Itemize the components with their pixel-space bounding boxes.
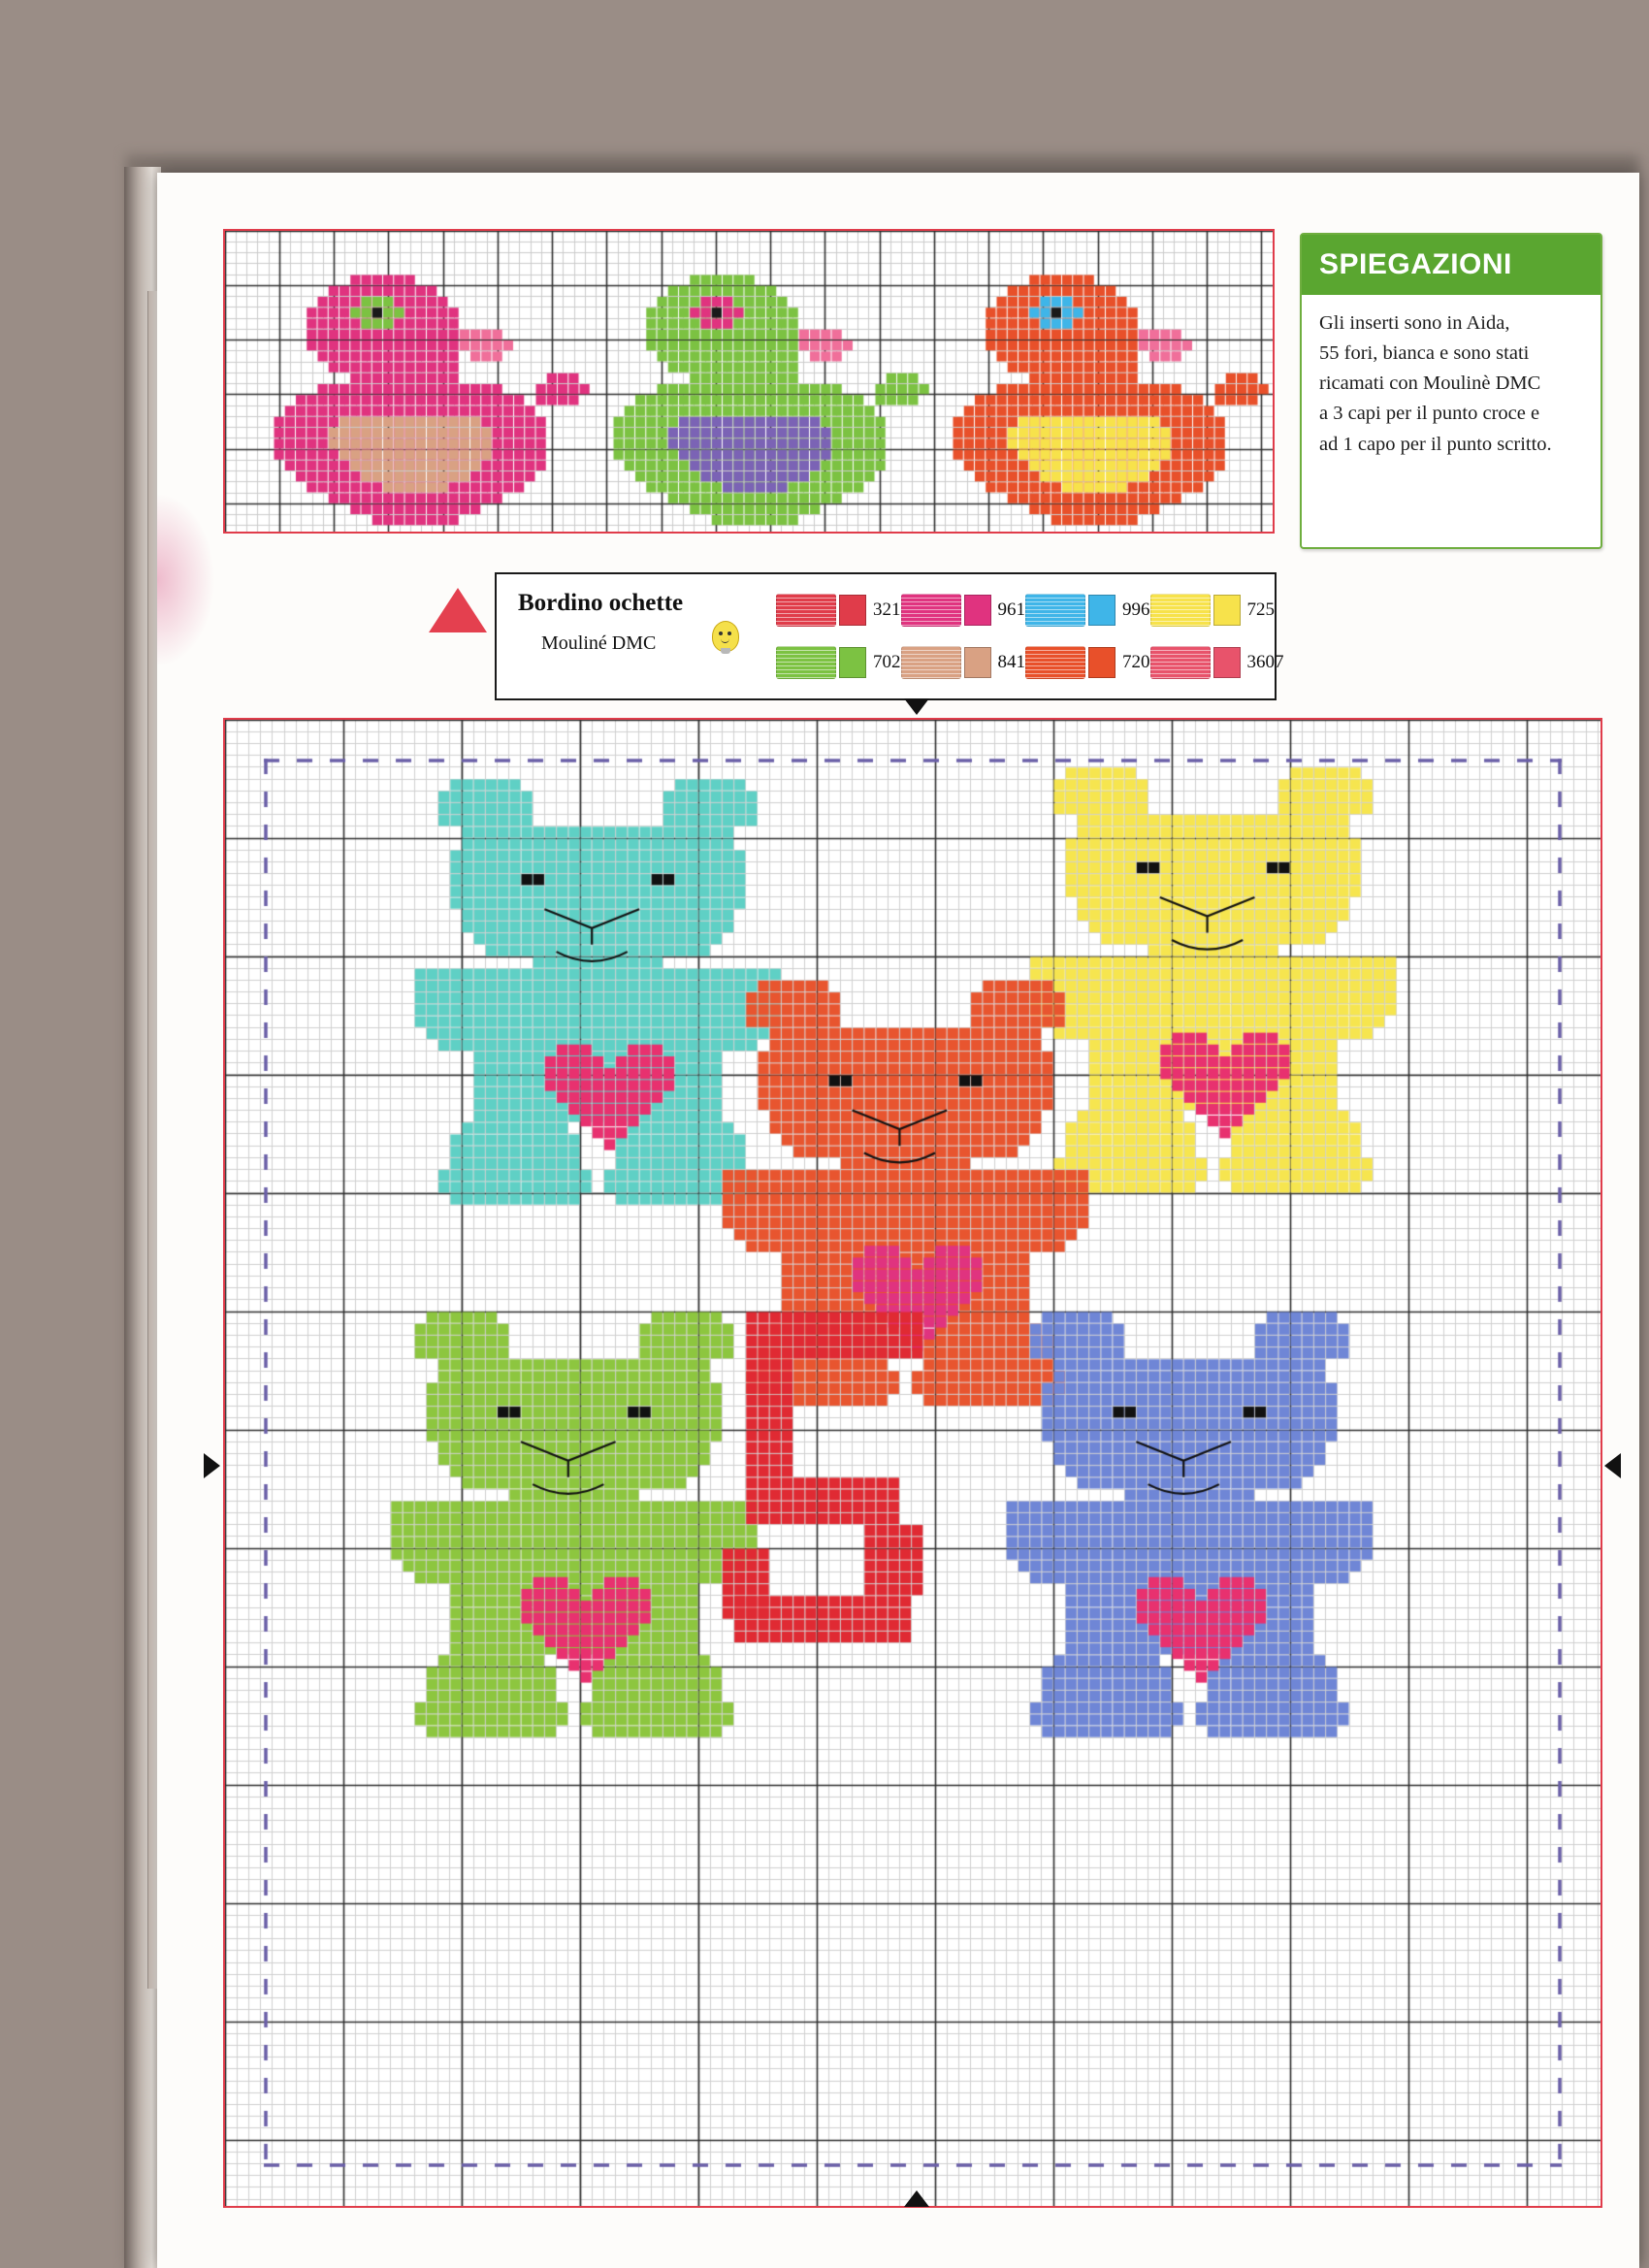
dmc-code: 841	[997, 652, 1025, 672]
skein-icon	[1150, 594, 1211, 627]
center-marker-bottom-icon	[904, 2190, 929, 2207]
spiegazioni-line-4: a 3 capi per il punto croce e	[1319, 403, 1540, 425]
color-chip	[1088, 647, 1116, 678]
skein-icon	[1150, 646, 1211, 679]
page-bleed-artifact	[157, 493, 215, 667]
dmc-code: 321	[873, 599, 901, 620]
center-marker-right-icon	[1604, 1453, 1621, 1478]
triangle-marker-icon	[429, 588, 487, 632]
thread-swatch	[1025, 636, 1150, 689]
skein-icon	[776, 646, 836, 679]
legend-panel	[495, 572, 1284, 700]
lightbulb-icon	[712, 621, 739, 652]
dmc-code: 725	[1246, 599, 1275, 620]
color-chip	[964, 595, 991, 626]
dmc-code: 996	[1122, 599, 1150, 620]
dmc-code: 3607	[1246, 652, 1284, 672]
thread-swatch	[901, 636, 1026, 689]
color-chip	[964, 647, 991, 678]
color-chip	[839, 595, 866, 626]
spiegazioni-line-3: ricamati con Moulinè DMC	[1319, 373, 1541, 395]
skein-icon	[901, 594, 961, 627]
thread-swatch	[1150, 636, 1284, 689]
color-chip	[839, 647, 866, 678]
thread-swatch-list	[776, 584, 1284, 689]
thread-swatch	[1150, 584, 1276, 636]
thread-swatch	[901, 584, 1026, 636]
thread-swatch	[1025, 584, 1150, 636]
color-chip	[1213, 647, 1241, 678]
spiegazioni-text	[1302, 295, 1600, 460]
spiegazioni-line-2: 55 fori, bianca e sono stati	[1319, 342, 1530, 365]
thread-swatch-row	[776, 636, 1284, 689]
spiegazioni-title: SPIEGAZIONI	[1319, 248, 1512, 280]
thread-swatch	[776, 636, 901, 689]
color-chip	[1088, 595, 1116, 626]
duck-border-chart	[223, 229, 1275, 534]
skein-icon	[1025, 646, 1085, 679]
center-marker-top-icon	[904, 698, 929, 715]
dmc-code: 961	[997, 599, 1025, 620]
spiegazioni-titlebar	[1302, 235, 1600, 295]
thread-swatch-row	[776, 584, 1275, 636]
skein-icon	[776, 594, 836, 627]
thread-swatch	[776, 584, 901, 636]
center-marker-left-icon	[204, 1453, 220, 1478]
legend-title: Bordino ochette	[518, 590, 684, 616]
dmc-code: 720	[1122, 652, 1150, 672]
skein-icon	[1025, 594, 1085, 627]
magazine-page	[157, 173, 1639, 2268]
spiegazioni-line-1: Gli inserti sono in Aida,	[1319, 312, 1510, 334]
spiegazioni-panel	[1300, 233, 1602, 549]
spiegazioni-line-5: ad 1 capo per il punto scritto.	[1319, 433, 1552, 455]
legend-subtitle: Mouliné DMC	[541, 632, 657, 654]
teddy-bear-chart	[223, 718, 1602, 2208]
dmc-code: 702	[873, 652, 901, 672]
color-chip	[1213, 595, 1241, 626]
skein-icon	[901, 646, 961, 679]
